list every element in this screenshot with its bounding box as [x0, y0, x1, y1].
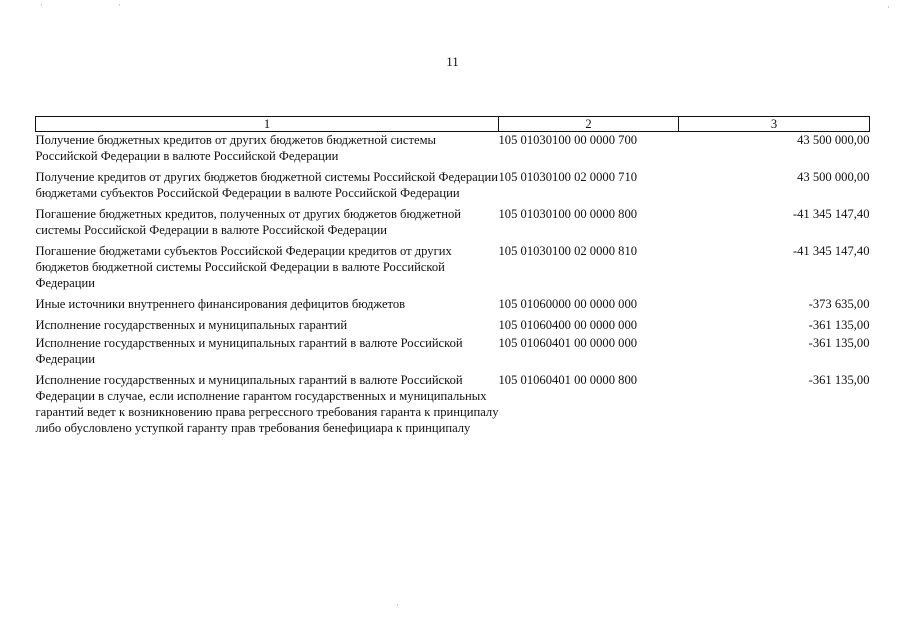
column-header-code: 2 [499, 117, 679, 132]
row-code: 105 01060401 00 0000 800 [498, 373, 638, 387]
row-amount: -361 135,00 [808, 318, 870, 332]
scan-speck: · [396, 600, 399, 610]
scan-speck: · [118, 0, 121, 10]
scan-speck: · [40, 0, 43, 10]
row-name: Получение кредитов от других бюджетов бюджетной системы Российской Федерации бюджетами субъектов Российской Федерации в валюте Российской Федерации [35, 170, 498, 200]
row-name: Исполнение государственных и муниципальных гарантий в валюте Российской Федерации [35, 336, 463, 366]
table-row [36, 132, 870, 170]
column-header-amount: 3 [679, 117, 870, 132]
page-number: 11 [446, 54, 459, 69]
table-row [36, 317, 870, 335]
row-name: Погашение бюджетных кредитов, полученных от других бюджетов бюджетной системы Российской Федерации в валюте Российской Федерации [35, 207, 462, 237]
row-code: 105 01030100 02 0000 710 [498, 170, 638, 184]
table-row [36, 372, 870, 436]
row-amount: 43 500 000,00 [797, 170, 870, 184]
row-code: 105 01060401 00 0000 000 [498, 336, 638, 350]
row-name: Получение бюджетных кредитов от других бюджетов бюджетной системы Российской Федерации в валюте Российской Федерации [35, 133, 437, 163]
table-header-row [36, 117, 870, 132]
scan-speck: · [887, 2, 890, 12]
row-code: 105 01060000 00 0000 000 [498, 297, 638, 311]
row-name: Исполнение государственных и муниципальных гарантий [35, 318, 348, 332]
row-code: 105 01030100 02 0000 810 [498, 244, 638, 258]
table-row [36, 335, 870, 372]
row-amount: -373 635,00 [808, 297, 870, 311]
budget-sources-table [35, 116, 870, 436]
row-name: Иные источники внутреннего финансирования дефицитов бюджетов [35, 297, 406, 311]
row-amount: 43 500 000,00 [797, 133, 870, 147]
table-row [36, 206, 870, 243]
row-amount: -41 345 147,40 [792, 244, 870, 258]
column-header-name: 1 [36, 117, 499, 132]
table-row [36, 243, 870, 296]
row-name: Погашение бюджетами субъектов Российской Федерации кредитов от других бюджетов бюджетной системы Российской Федерации в валюте Российской Федерации [35, 244, 452, 290]
table-row [36, 296, 870, 317]
row-amount: -41 345 147,40 [792, 207, 870, 221]
row-code: 105 01030100 00 0000 800 [498, 207, 638, 221]
row-name: Исполнение государственных и муниципальных гарантий в валюте Российской Федерации в случае, если исполнение гарантом государственных и муниципальных гарантий ведет к возникновению права регрессного требования гаранта к принципалу либо обусловлено уступкой гаранту прав требования бенефициара к принципалу [35, 373, 499, 435]
row-code: 105 01060400 00 0000 000 [498, 318, 638, 332]
table-row [36, 169, 870, 206]
row-amount: -361 135,00 [808, 373, 870, 387]
row-amount: -361 135,00 [808, 336, 870, 350]
row-code: 105 01030100 00 0000 700 [498, 133, 638, 147]
